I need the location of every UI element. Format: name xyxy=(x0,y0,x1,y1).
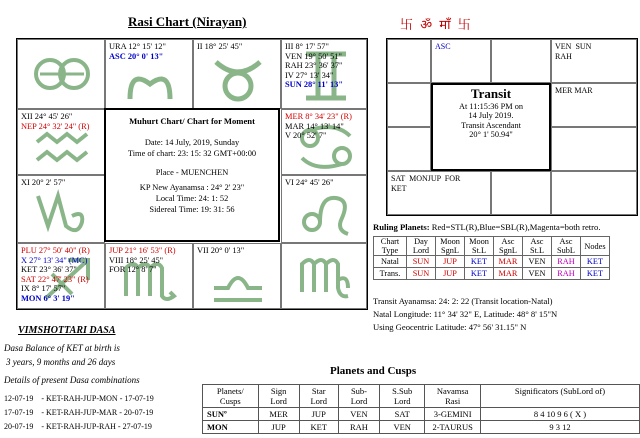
ruling-planet: KET xyxy=(581,256,610,268)
ruling-header: Day Lord xyxy=(407,237,436,256)
planet-position: URA 12° 15' 12" xyxy=(109,42,166,51)
planet-position: RAH 23° 36' 37" xyxy=(285,61,343,71)
house-gemini xyxy=(281,39,367,109)
planet-position: NEP 24° 32' 24" (R) xyxy=(21,121,90,131)
house-aquarius xyxy=(17,109,105,175)
rasi-chart xyxy=(16,38,368,310)
planet-position: II 18° 25' 45" xyxy=(197,42,243,51)
chart-place: Place - MUENCHEN xyxy=(155,168,229,177)
planets-cell: 3-GEMINI xyxy=(425,408,481,421)
planets-header: Navamsa Rasi xyxy=(425,385,481,408)
rasi-chart-title: Rasi Chart (Nirayan) xyxy=(128,14,247,29)
transit-chart xyxy=(386,38,638,216)
ruling-planet: RAH xyxy=(552,256,581,268)
planet-position: IV 27° 13' 34" xyxy=(285,70,334,80)
planets-cell: 8 4 10 9 6 ( X ) xyxy=(481,408,640,421)
planet-position: FOR 12° 8' 7" xyxy=(109,265,157,275)
planet-position: MER 8° 34' 23" (R) xyxy=(285,112,352,121)
ruling-header: Chart Type xyxy=(374,237,407,256)
ruling-header: Moon SgnL xyxy=(436,237,465,256)
chart-sidereal-time: Sidereal Time: 19: 31: 56 xyxy=(149,205,235,214)
dasa-row: 17-07-19 - KET-RAH-JUP-MAR - 20-07-19 xyxy=(4,408,154,417)
planet-position: SAT 22° 47' 23" (R) xyxy=(21,274,89,284)
ruling-planet: JUP xyxy=(436,268,465,280)
chart-info-box xyxy=(104,108,280,242)
aries-icon xyxy=(120,64,180,104)
planet-position: VIII 18° 25' 45" xyxy=(109,255,164,265)
taurus-icon xyxy=(208,54,268,104)
pisces-icon xyxy=(32,50,92,100)
planet-position: PLU 27° 50' 40" (R) xyxy=(21,246,90,255)
planet-position: ASC 20° 0' 13" xyxy=(109,51,164,61)
house-leo xyxy=(281,175,367,243)
ruling-planet: VEN xyxy=(523,256,552,268)
virgo-icon xyxy=(296,252,356,302)
transit-asc-value: 20° 1' 50.94" xyxy=(469,130,513,139)
planets-cusps-table xyxy=(202,384,640,434)
ruling-planet: MAR xyxy=(494,256,523,268)
ruling-planet: SUN xyxy=(407,256,436,268)
ruling-planet: MAR xyxy=(494,268,523,280)
ruling-planet: RAH xyxy=(552,268,581,280)
transit-house-gemini: VEN SUN RAH xyxy=(551,39,637,83)
planets-cell: RAH xyxy=(338,421,379,434)
planets-cell: VEN xyxy=(338,408,379,421)
leo-icon xyxy=(296,190,356,240)
transit-house-sagittarius: SAT MONJUP FOR KET xyxy=(387,171,491,215)
dasa-row: 12-07-19 - KET-RAH-JUP-MON - 17-07-19 xyxy=(4,394,154,403)
aquarius-icon xyxy=(32,130,92,170)
planets-cell: VEN xyxy=(380,421,425,434)
ruling-planets-heading xyxy=(373,222,600,232)
planets-cell: KET xyxy=(299,421,338,434)
transit-asc-label: Transit Ascendant xyxy=(461,120,521,130)
chart-time: Time of chart: 23: 15: 32 GMT+00:00 xyxy=(127,149,257,158)
planets-cusps-title: Planets and Cusps xyxy=(330,365,417,377)
planet-position: MON 6° 3' 19" xyxy=(21,293,75,303)
planet-position: XII 24° 45' 26" xyxy=(21,112,73,121)
ruling-planet: JUP xyxy=(436,256,465,268)
planet-position: IX 8° 17' 57" xyxy=(21,284,66,294)
transit-date: 14 July 2019. xyxy=(468,111,514,120)
planets-cell: SAT xyxy=(380,408,425,421)
dasa-rows xyxy=(4,392,154,434)
planets-header: Star Lord xyxy=(299,385,338,408)
chart-ayanamsa: KP New Ayanamsa : 24° 2' 23" xyxy=(139,183,245,192)
house-scorpio xyxy=(105,243,193,309)
transit-info-box xyxy=(431,83,551,171)
dasa-title: VIMSHOTTARI DASA xyxy=(18,325,116,336)
ruling-header: Asc SgnL xyxy=(494,237,523,256)
planet-position: MAR 14° 13' 14" xyxy=(285,121,344,131)
planet-position: VII 20° 0' 13" xyxy=(197,246,245,255)
header-symbols: 卐 ॐ माँ 卐 xyxy=(400,17,473,32)
ruling-planet: KET xyxy=(465,268,494,280)
ruling-row-label: Trans. xyxy=(374,268,407,280)
planets-cell: 2-TAURUS xyxy=(425,421,481,434)
planet-position: XI 20° 2' 57" xyxy=(21,178,66,187)
capricorn-icon xyxy=(32,186,92,236)
ruling-row-label: Natal xyxy=(374,256,407,268)
ruling-planet: KET xyxy=(581,268,610,280)
planets-header: Sub- Lord xyxy=(338,385,379,408)
planets-cell: MON xyxy=(203,421,259,434)
planet-position: V 20° 52' 7" xyxy=(285,131,327,141)
ruling-header: Asc SubL xyxy=(552,237,581,256)
transit-house-cancer: MER MAR xyxy=(551,83,637,127)
planet-position: X 27° 13' 34" (MC) xyxy=(21,255,88,265)
house-virgo xyxy=(281,243,367,309)
ruling-planet: VEN xyxy=(523,268,552,280)
transit-ayanamsa: Transit Ayanamsa: 24: 2: 22 (Transit location-Natal) xyxy=(373,296,553,306)
house-taurus xyxy=(193,39,281,109)
libra-icon xyxy=(208,258,268,308)
planets-cell: SUNº xyxy=(203,408,259,421)
planet-position: VEN 19° 50' 51" xyxy=(285,51,342,61)
planet-position: VI 24° 45' 26" xyxy=(285,178,334,187)
transit-at: At 11:15:36 PM on xyxy=(458,101,523,111)
transit-title: Transit xyxy=(470,86,512,101)
house-libra xyxy=(193,243,281,309)
planets-cell: JUP xyxy=(258,421,299,434)
chart-date: Date: 14 July, 2019, Sunday xyxy=(144,138,240,147)
planets-header: Sign Lord xyxy=(258,385,299,408)
planets-cell: JUP xyxy=(299,408,338,421)
ruling-planet: KET xyxy=(465,256,494,268)
planet-position: SUN 28° 11' 13" xyxy=(285,80,344,90)
dasa-row: 20-07-19 - KET-RAH-JUP-RAH - 27-07-19 xyxy=(4,422,152,431)
house-capricorn xyxy=(17,175,105,243)
ruling-header: Moon St.L xyxy=(465,237,494,256)
house-sagittarius xyxy=(17,243,105,309)
geocentric-latitude: Using Geocentric Latitude: 47° 56' 31.15" N xyxy=(373,322,527,332)
planets-cell: MER xyxy=(258,408,299,421)
planets-cell: 9 3 12 xyxy=(481,421,640,434)
transit-house-aries: ASC xyxy=(431,39,491,83)
dasa-balance-value: 3 years, 9 months and 26 days xyxy=(6,357,116,367)
ruling-planets-table xyxy=(373,236,610,280)
chart-heading: Muhurt Chart/ Chart for Moment xyxy=(129,116,255,126)
ruling-planet: SUN xyxy=(407,268,436,280)
planets-header: Planets/ Cusps xyxy=(203,385,259,408)
house-cancer xyxy=(281,109,367,175)
planet-position: KET 23° 36' 37" xyxy=(21,265,77,275)
house-aries xyxy=(105,39,193,109)
natal-longitude: Natal Longitude: 11° 34' 32" E, Latitude: 48° 8' 15"N xyxy=(373,309,558,319)
planets-header: Significators (SubLord of) xyxy=(481,385,640,408)
dasa-balance-label: Dasa Balance of KET at birth is xyxy=(4,343,120,353)
ruling-header: Asc St.L xyxy=(523,237,552,256)
house-pisces xyxy=(17,39,105,109)
chart-local-time: Local Time: 24: 1: 52 xyxy=(155,194,229,203)
ruling-legend: Red=STL(R),Blue=SBL(R),Magenta=both retro. xyxy=(431,222,601,232)
ruling-planets-label: Ruling Planets: xyxy=(373,222,430,232)
planet-position: III 8° 17' 57" xyxy=(285,42,329,51)
planets-header: S.Sub Lord xyxy=(380,385,425,408)
ruling-header: Nodes xyxy=(581,237,610,256)
planet-position: JUP 21° 16' 53" (R) xyxy=(109,246,176,255)
dasa-details-title: Details of present Dasa combinations xyxy=(4,375,140,385)
